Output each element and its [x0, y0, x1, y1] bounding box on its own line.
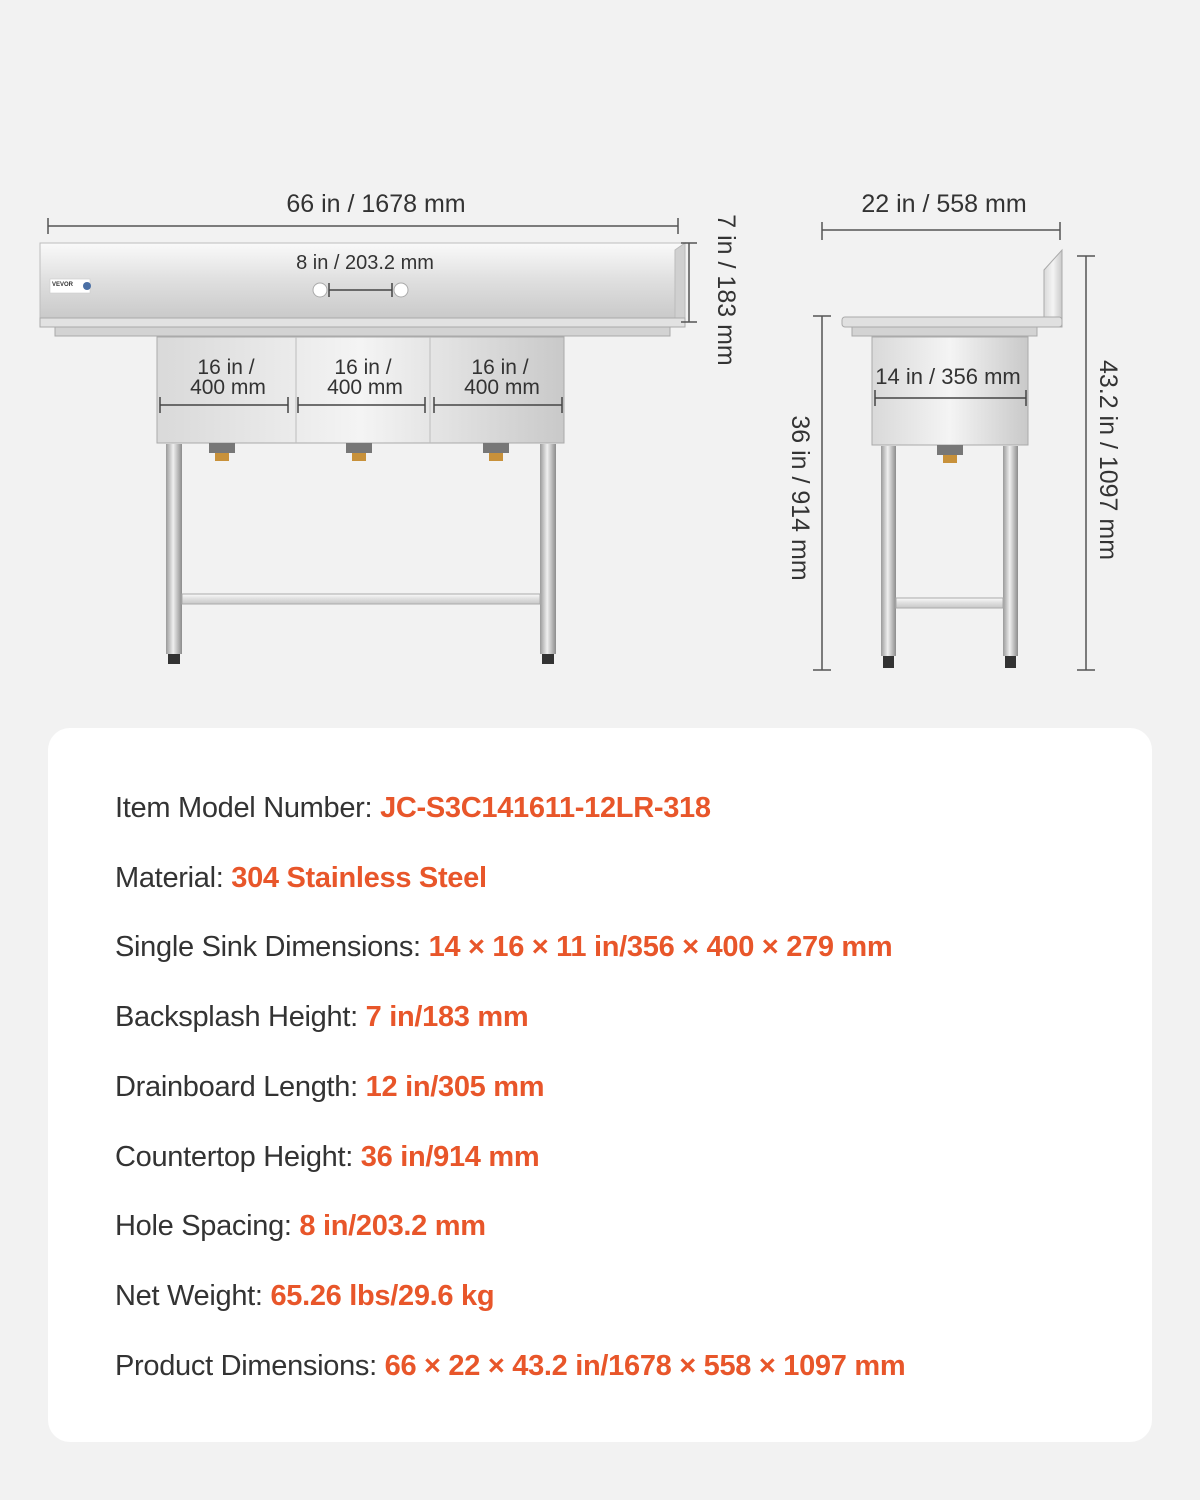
spec-value: 8 in/203.2 mm — [299, 1210, 486, 1242]
depth-label: 22 in / 558 mm — [861, 190, 1027, 218]
side-bowl — [872, 337, 1028, 445]
vevor-logo — [50, 279, 91, 293]
spec-value: 7 in/183 mm — [365, 1001, 529, 1033]
total-height-dimension — [1077, 256, 1122, 670]
side-crossbar — [896, 598, 1003, 608]
overall-width-dimension — [48, 190, 678, 234]
front-view — [40, 190, 740, 664]
depth-dimension — [822, 190, 1060, 240]
spec-label: Material: — [115, 862, 232, 894]
specifications-card — [48, 728, 1152, 1442]
side-leg-back — [1003, 446, 1018, 656]
spec-value: 304 Stainless Steel — [231, 862, 487, 894]
spec-value: JC-S3C141611-12LR-318 — [380, 792, 711, 824]
svg-text:400 mm: 400 mm — [327, 376, 403, 399]
spec-item-model-number — [115, 792, 711, 825]
svg-text:400 mm: 400 mm — [464, 376, 540, 399]
front-leg-right — [540, 444, 556, 654]
spec-label: Countertop Height: — [115, 1141, 361, 1173]
side-view — [786, 190, 1122, 670]
drain-3 — [483, 443, 509, 461]
svg-text:400 mm: 400 mm — [190, 376, 266, 399]
countertop-height-dimension — [786, 316, 831, 670]
spec-label: Item Model Number: — [115, 792, 381, 824]
backsplash-height-label: 7 in / 183 mm — [712, 214, 740, 366]
front-leg-left — [166, 444, 182, 654]
spec-hole-spacing — [115, 1210, 486, 1243]
spec-product-dimensions — [115, 1350, 905, 1383]
spec-value: 66 × 22 × 43.2 in/1678 × 558 × 1097 mm — [384, 1350, 906, 1382]
countertop-deck — [40, 318, 685, 327]
svg-text:16 in /: 16 in / — [334, 356, 392, 379]
spec-material — [115, 862, 487, 895]
spec-backsplash-height — [115, 1001, 528, 1034]
spec-countertop-height — [115, 1141, 539, 1174]
faucet-hole-left — [313, 283, 327, 297]
side-backsplash — [1044, 250, 1062, 327]
drain-2 — [346, 443, 372, 461]
spec-label: Backsplash Height: — [115, 1001, 366, 1033]
side-countertop — [842, 317, 1062, 327]
bowl-depth-label: 14 in / 356 mm — [875, 364, 1021, 389]
spec-value: 36 in/914 mm — [360, 1141, 540, 1173]
sink-dimension-diagram — [0, 0, 1200, 720]
side-leg-front — [881, 446, 896, 656]
total-height-label: 43.2 in / 1097 mm — [1094, 359, 1122, 561]
spec-value: 14 × 16 × 11 in/356 × 400 × 279 mm — [428, 931, 893, 963]
backsplash-height-dimension — [681, 214, 740, 365]
spec-drainboard-length — [115, 1071, 544, 1104]
svg-text:16 in /: 16 in / — [471, 356, 529, 379]
svg-text:VEVOR: VEVOR — [52, 282, 74, 288]
spec-label: Single Sink Dimensions: — [115, 931, 429, 963]
faucet-hole-right — [394, 283, 408, 297]
spec-value: 12 in/305 mm — [365, 1071, 545, 1103]
spec-label: Drainboard Length: — [115, 1071, 366, 1103]
spec-net-weight — [115, 1280, 494, 1313]
spec-value: 65.26 lbs/29.6 kg — [270, 1280, 495, 1312]
drain-1 — [209, 443, 235, 461]
hole-spacing-label: 8 in / 203.2 mm — [296, 252, 434, 274]
overall-width-label: 66 in / 1678 mm — [286, 190, 466, 218]
spec-label: Net Weight: — [115, 1280, 271, 1312]
spec-single-sink-dimensions — [115, 931, 892, 964]
spec-label: Product Dimensions: — [115, 1350, 385, 1382]
front-crossbar — [182, 594, 540, 604]
spec-label: Hole Spacing: — [115, 1210, 300, 1242]
svg-text:16 in /: 16 in / — [197, 356, 255, 379]
countertop-height-label: 36 in / 914 mm — [786, 415, 814, 581]
